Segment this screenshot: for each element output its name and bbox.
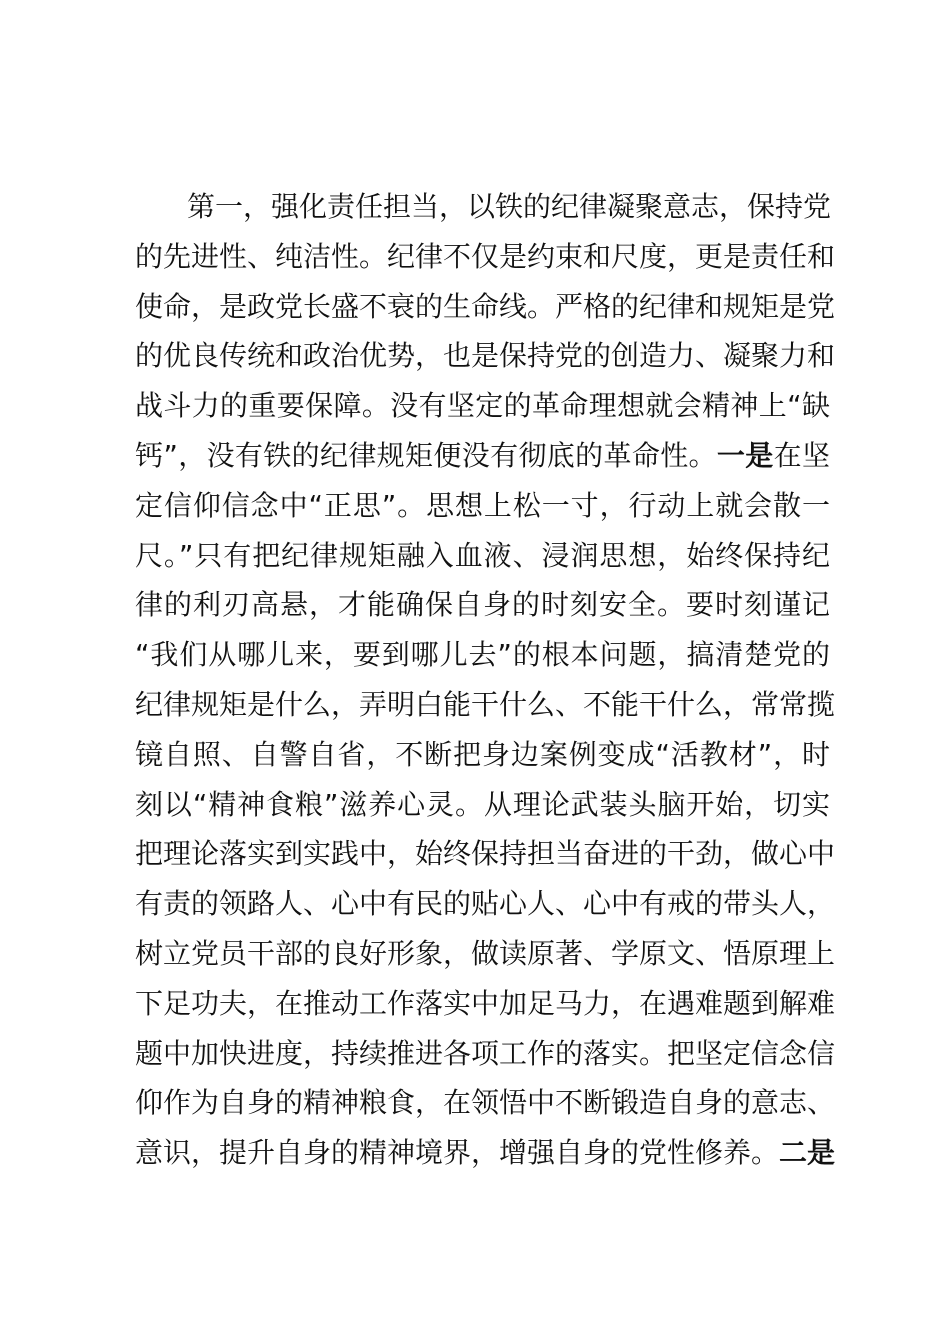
paragraph-line-8: 尺。”只有把纪律规矩融入血液、浸润思想，始终保持纪	[135, 538, 830, 572]
paragraph-line-5: 战斗力的重要保障。没有坚定的革命理想就会精神上“缺	[135, 389, 830, 423]
paragraph-line-4: 的优良传统和政治优势，也是保持党的创造力、凝聚力和	[135, 339, 836, 373]
body-paragraph	[135, 182, 836, 1178]
paragraph-line-12: 镜自照、自警自省，不断把身边案例变成“活教材”，时	[135, 737, 830, 771]
paragraph-line-7: 定信仰信念中“正思”。思想上松一寸，行动上就会散一	[135, 488, 830, 522]
paragraph-line-14: 把理论落实到实践中，始终保持担当奋进的干劲，做心中	[135, 837, 836, 871]
paragraph-line-13: 刻以“精神食粮”滋养心灵。从理论武装头脑开始，切实	[135, 787, 830, 821]
bold-marker-first: 一是	[716, 438, 774, 472]
paragraph-line-6: 钙”，没有铁的纪律规矩便没有彻底的革命性。一是在坚	[135, 438, 830, 472]
paragraph-line-20: 意识，提升自身的精神境界，增强自身的党性修养。二是	[135, 1136, 836, 1170]
paragraph-line-19: 仰作为自身的精神粮食，在领悟中不断锻造自身的意志、	[135, 1086, 836, 1120]
paragraph-line-9: 律的利刃高悬，才能确保自身的时刻安全。要时刻谨记	[135, 588, 830, 622]
paragraph-line-3: 使命，是政党长盛不衰的生命线。严格的纪律和规矩是党	[135, 289, 836, 323]
paragraph-line-1: 第一，强化责任担当，以铁的纪律凝聚意志，保持党	[187, 190, 832, 223]
paragraph-line-10: “我们从哪儿来，要到哪儿去”的根本问题，搞清楚党的	[135, 638, 830, 672]
paragraph-line-16: 树立党员干部的良好形象，做读原著、学原文、悟原理上	[135, 936, 836, 970]
paragraph-line-18: 题中加快进度，持续推进各项工作的落实。把坚定信念信	[135, 1036, 836, 1070]
bold-marker-second: 二是	[779, 1136, 836, 1170]
paragraph-line-11: 纪律规矩是什么，弄明白能干什么、不能干什么，常常揽	[135, 687, 836, 721]
paragraph-line-2: 的先进性、纯洁性。纪律不仅是约束和尺度，更是责任和	[135, 239, 836, 273]
paragraph-line-17: 下足功夫，在推动工作落实中加足马力，在遇难题到解难	[135, 986, 836, 1020]
paragraph-line-15: 有责的领路人、心中有民的贴心人、心中有戒的带头人，	[135, 887, 836, 921]
